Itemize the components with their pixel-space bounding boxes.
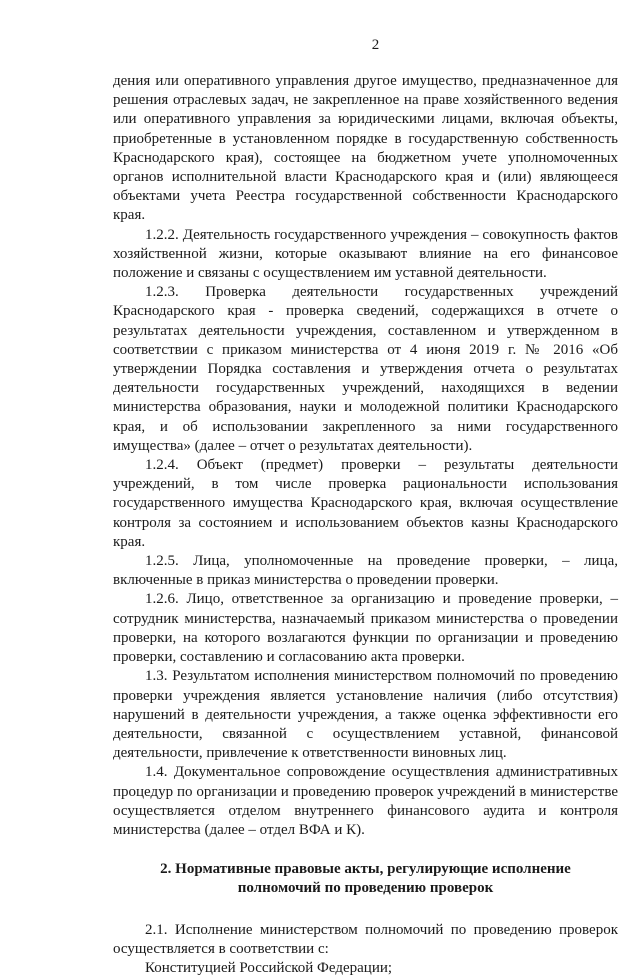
page-number: 2 (371, 37, 380, 53)
section-heading-line-2: полномочий по проведению проверок (237, 880, 494, 897)
paragraph-1-2-2: 1.2.2. Деятельность государственного учреждения – совокупность фактов хозяйственной жизни, которые оказывают влияние на его финансовое положение и связаны с осуществлением им уставной деятельности. (113, 226, 618, 282)
paragraph-1-2-3: 1.2.3. Проверка деятельности государственных учреждений Краснодарского края - проверка сведений, содержащихся в отчете о результатах деятельности учреждения, составленном и утвержденном в соответствии с приказом министерства от 4 июня 2019 г. № 2016 «Об утверждении Порядка составления и утверждения отчета о результатах деятельности государственных учреждений, находящихся в ведении министерства образования, науки и молодежной политики Краснодарского края, и об использовании закрепленного за ними государственного имущества» (далее – отчет о результатах деятельности). (113, 284, 618, 454)
paragraph-constitution: Конституцией Российской Федерации; (145, 959, 393, 976)
paragraph-1-3: 1.3. Результатом исполнения министерством полномочий по проведению проверки учреждения является установление наличия (либо отсутствия) нарушений в деятельности учреждения, а также оценка эффективности его деятельности, связанной с осуществлением уставной, финансовой деятельности, привлечение к ответственности виновных лиц. (113, 668, 618, 762)
paragraph-1-4: 1.4. Документальное сопровождение осуществления административных процедур по организации и проведению проверок учреждений в министерстве осуществляется отделом внутреннего финансового аудита и контроля министерства (далее – отдел ВФА и К). (113, 764, 618, 838)
paragraph-1-2-6: 1.2.6. Лицо, ответственное за организацию и проведение проверки, – сотрудник министерства, назначаемый приказом министерства о проведении проверки, на которого возлагаются функции по организации и проведению проверки, составлению и согласованию акта проверки. (113, 591, 618, 666)
paragraph-continuation: дения или оперативного управления другое имущество, предназначенное для решения отраслевых задач, не закрепленное на праве хозяйственного ведения или оперативного управления за юридическими лицами, включая объекты, приобретенные в установленном порядке в государственную собственность Краснодарского края), состоящее на бюджетном учете уполномоченных органов исполнительной власти Краснодарского края и (или) являющееся объектами учета Реестра государственной собственности Краснодарского края. (113, 73, 618, 224)
paragraph-2-1: 2.1. Исполнение министерством полномочий по проведению проверок осуществляется в соответствии с: (113, 921, 618, 957)
section-heading-line-1: 2. Нормативные правовые акты, регулирующие исполнение (160, 861, 571, 878)
paragraph-1-2-4: 1.2.4. Объект (предмет) проверки – результаты деятельности учреждений, в том числе проверка рациональности использования государственного имущества Краснодарского края, включая осуществление контроля за состоянием и использованием объектов казны Краснодарского края. (113, 457, 618, 550)
section-heading (113, 860, 618, 898)
paragraph-1-2-5: 1.2.5. Лица, уполномоченные на проведение проверки, – лица, включенные в приказ министерства о проведении проверки. (113, 553, 618, 589)
